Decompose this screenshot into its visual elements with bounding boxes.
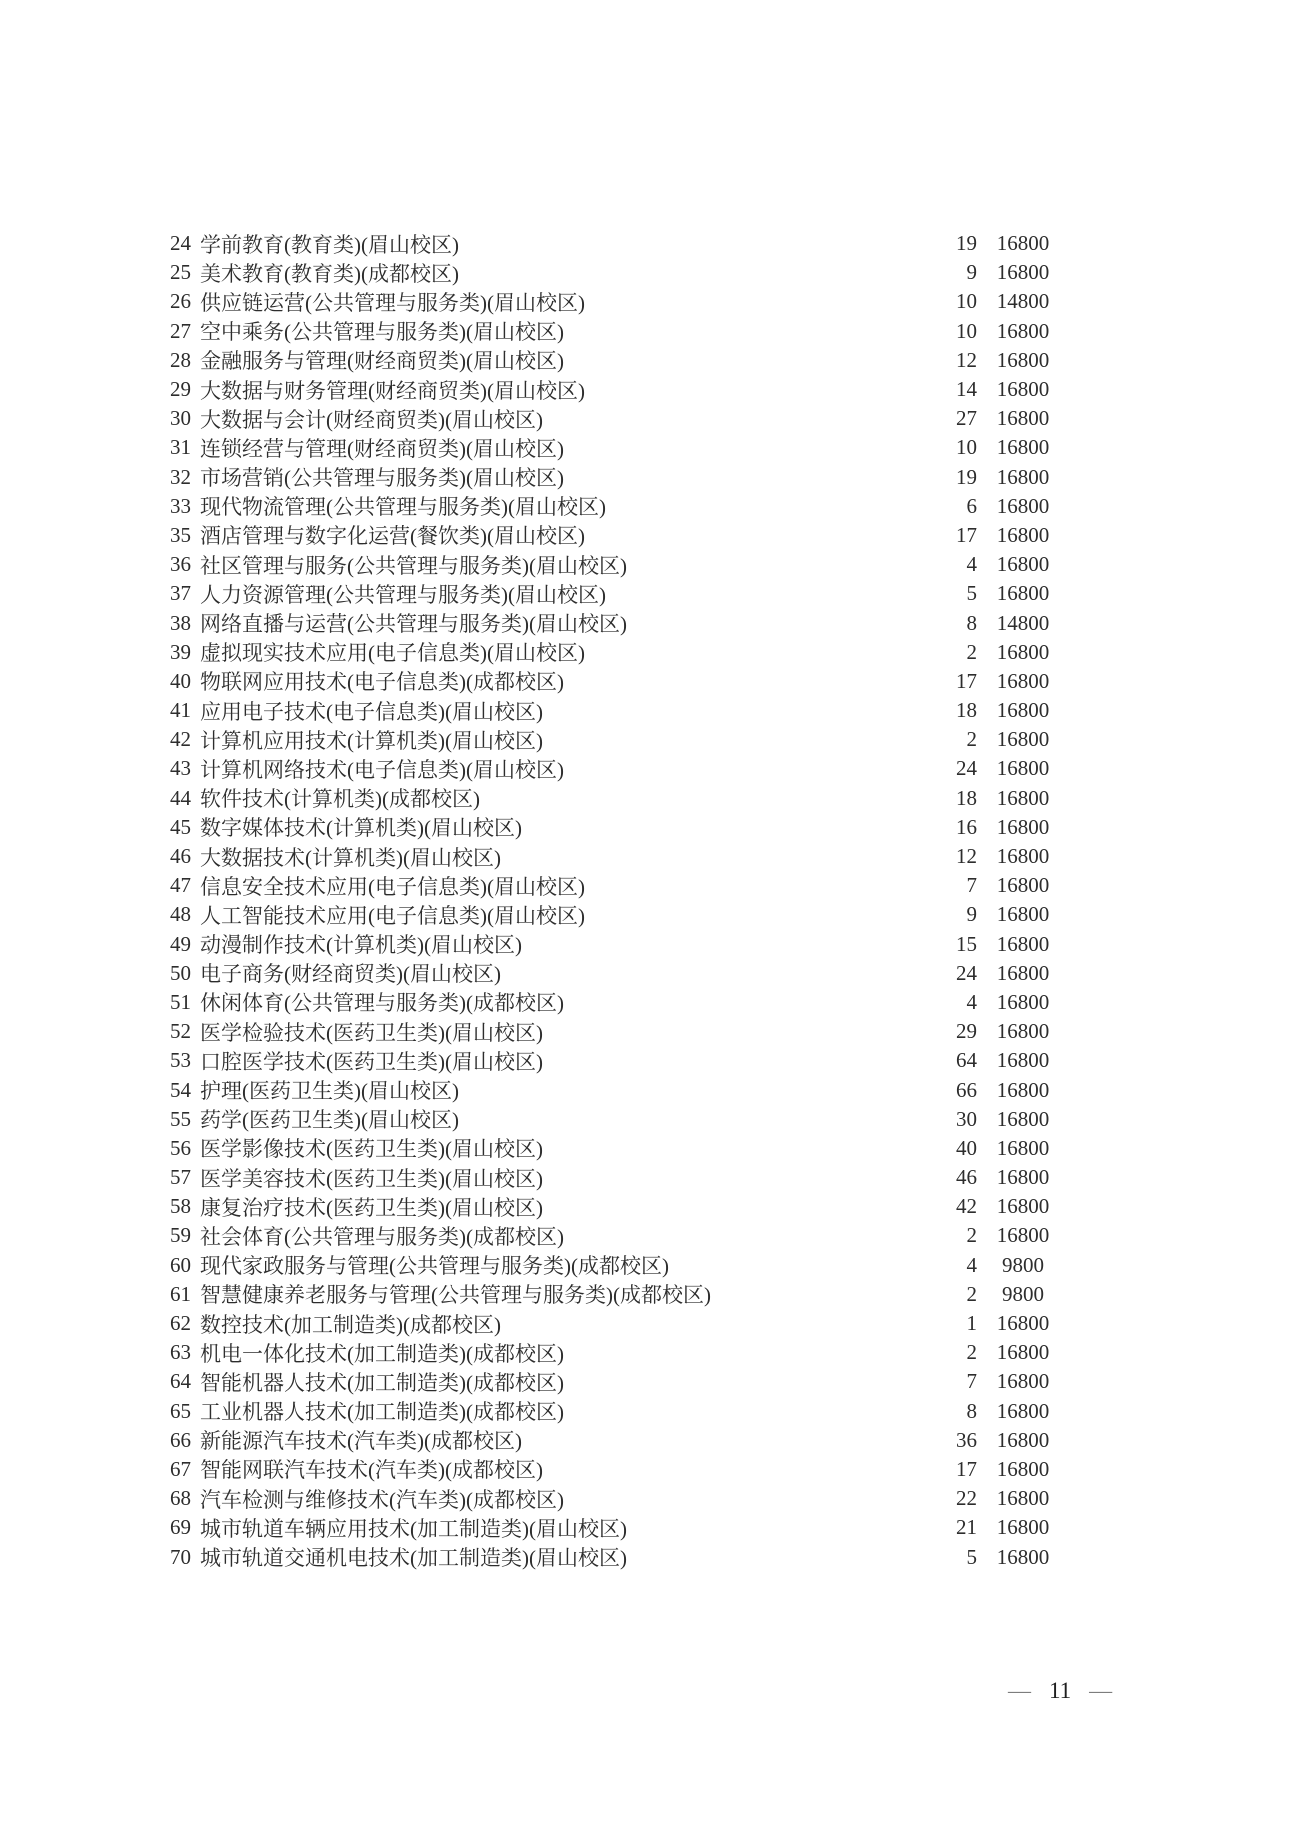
plan-count: 27 xyxy=(956,406,977,431)
plan-count: 2 xyxy=(966,1281,977,1306)
program-name: 智慧健康养老服务与管理(公共管理与服务类)(成都校区) xyxy=(200,1283,711,1308)
table-row xyxy=(163,842,1069,871)
table-row xyxy=(163,1046,1069,1075)
program-name: 数字媒体技术(计算机类)(眉山校区) xyxy=(200,816,522,841)
program-name: 护理(医药卫生类)(眉山校区) xyxy=(200,1079,459,1104)
table-row xyxy=(163,900,1069,929)
table-row xyxy=(163,1397,1069,1426)
program-name: 电子商务(财经商贸类)(眉山校区) xyxy=(200,962,501,987)
table-row xyxy=(163,404,1069,433)
program-name: 应用电子技术(电子信息类)(眉山校区) xyxy=(200,699,543,724)
program-name: 新能源汽车技术(汽车类)(成都校区) xyxy=(200,1429,522,1454)
plan-count: 18 xyxy=(956,785,977,810)
program-name: 人工智能技术应用(电子信息类)(眉山校区) xyxy=(200,903,585,928)
plan-count: 19 xyxy=(956,464,977,489)
row-number: 43 xyxy=(170,756,191,781)
table-row xyxy=(163,813,1069,842)
tuition-fee: 16800 xyxy=(996,1019,1050,1044)
tuition-fee: 16800 xyxy=(996,639,1050,664)
table-row xyxy=(163,667,1069,696)
table-row xyxy=(163,1542,1069,1571)
table-row xyxy=(163,988,1069,1017)
tuition-fee: 16800 xyxy=(996,902,1050,927)
table-row xyxy=(163,784,1069,813)
program-name: 网络直播与运营(公共管理与服务类)(眉山校区) xyxy=(200,612,627,637)
program-name: 酒店管理与数字化运营(餐饮类)(眉山校区) xyxy=(200,524,585,549)
table-row xyxy=(163,1163,1069,1192)
plan-count: 24 xyxy=(956,756,977,781)
table-row xyxy=(163,754,1069,783)
table-row xyxy=(163,579,1069,608)
plan-count: 7 xyxy=(966,1369,977,1394)
tuition-fee: 16800 xyxy=(996,1135,1050,1160)
plan-count: 5 xyxy=(966,581,977,606)
table-row xyxy=(163,725,1069,754)
row-number: 41 xyxy=(170,698,191,723)
plan-count: 16 xyxy=(956,814,977,839)
program-name: 数控技术(加工制造类)(成都校区) xyxy=(200,1312,501,1337)
row-number: 35 xyxy=(170,522,191,547)
tuition-fee: 16800 xyxy=(996,844,1050,869)
table-row xyxy=(163,1513,1069,1542)
tuition-fee: 16800 xyxy=(996,756,1050,781)
plan-count: 1 xyxy=(966,1311,977,1336)
plan-count: 5 xyxy=(966,1544,977,1569)
table-row xyxy=(163,1251,1069,1280)
plan-count: 6 xyxy=(966,493,977,518)
row-number: 25 xyxy=(170,260,191,285)
program-name: 智能网联汽车技术(汽车类)(成都校区) xyxy=(200,1458,543,1483)
tuition-fee: 14800 xyxy=(996,289,1050,314)
tuition-fee: 16800 xyxy=(996,1077,1050,1102)
tuition-fee: 16800 xyxy=(996,464,1050,489)
row-number: 55 xyxy=(170,1106,191,1131)
plan-count: 17 xyxy=(956,522,977,547)
tuition-fee: 16800 xyxy=(996,435,1050,460)
table-row xyxy=(163,871,1069,900)
tuition-fee: 16800 xyxy=(996,1311,1050,1336)
row-number: 40 xyxy=(170,668,191,693)
row-number: 44 xyxy=(170,785,191,810)
row-number: 39 xyxy=(170,639,191,664)
row-number: 29 xyxy=(170,377,191,402)
plan-count: 7 xyxy=(966,873,977,898)
row-number: 65 xyxy=(170,1398,191,1423)
row-number: 49 xyxy=(170,931,191,956)
row-number: 47 xyxy=(170,873,191,898)
program-name: 空中乘务(公共管理与服务类)(眉山校区) xyxy=(200,320,564,345)
plan-count: 18 xyxy=(956,698,977,723)
program-name: 物联网应用技术(电子信息类)(成都校区) xyxy=(200,670,564,695)
table-row xyxy=(163,521,1069,550)
plan-count: 21 xyxy=(956,1515,977,1540)
tuition-fee: 9800 xyxy=(1002,1281,1044,1306)
program-name: 机电一体化技术(加工制造类)(成都校区) xyxy=(200,1341,564,1366)
row-number: 69 xyxy=(170,1515,191,1540)
plan-count: 42 xyxy=(956,1194,977,1219)
row-number: 42 xyxy=(170,727,191,752)
table-row xyxy=(163,1484,1069,1513)
row-number: 66 xyxy=(170,1427,191,1452)
tuition-fee: 16800 xyxy=(996,873,1050,898)
row-number: 70 xyxy=(170,1544,191,1569)
program-name: 虚拟现实技术应用(电子信息类)(眉山校区) xyxy=(200,641,585,666)
row-number: 24 xyxy=(170,231,191,256)
footer-dash-right: — xyxy=(1089,1678,1113,1703)
tuition-fee: 16800 xyxy=(996,1427,1050,1452)
row-number: 53 xyxy=(170,1048,191,1073)
tuition-fee: 16800 xyxy=(996,347,1050,372)
tuition-fee: 16800 xyxy=(996,1048,1050,1073)
plan-count: 12 xyxy=(956,347,977,372)
program-name: 大数据与财务管理(财经商贸类)(眉山校区) xyxy=(200,378,585,403)
program-name: 现代家政服务与管理(公共管理与服务类)(成都校区) xyxy=(200,1254,669,1279)
plan-count: 46 xyxy=(956,1165,977,1190)
row-number: 28 xyxy=(170,347,191,372)
plan-count: 29 xyxy=(956,1019,977,1044)
tuition-fee: 16800 xyxy=(996,1515,1050,1540)
row-number: 38 xyxy=(170,610,191,635)
tuition-fee: 16800 xyxy=(996,1340,1050,1365)
plan-count: 19 xyxy=(956,231,977,256)
table-row xyxy=(163,696,1069,725)
program-name: 大数据技术(计算机类)(眉山校区) xyxy=(200,845,501,870)
tuition-fee: 16800 xyxy=(996,1398,1050,1423)
row-number: 50 xyxy=(170,960,191,985)
table-row xyxy=(163,1105,1069,1134)
tuition-fee: 16800 xyxy=(996,581,1050,606)
program-name: 药学(医药卫生类)(眉山校区) xyxy=(200,1108,459,1133)
tuition-fee: 16800 xyxy=(996,406,1050,431)
tuition-fee: 16800 xyxy=(996,1544,1050,1569)
program-name: 社会体育(公共管理与服务类)(成都校区) xyxy=(200,1224,564,1249)
table-row xyxy=(163,1426,1069,1455)
program-name: 计算机网络技术(电子信息类)(眉山校区) xyxy=(200,757,564,782)
row-number: 63 xyxy=(170,1340,191,1365)
row-number: 62 xyxy=(170,1311,191,1336)
program-name: 工业机器人技术(加工制造类)(成都校区) xyxy=(200,1400,564,1425)
program-name: 现代物流管理(公共管理与服务类)(眉山校区) xyxy=(200,495,606,520)
plan-count: 10 xyxy=(956,435,977,460)
tuition-fee: 16800 xyxy=(996,522,1050,547)
plan-count: 66 xyxy=(956,1077,977,1102)
program-name: 社区管理与服务(公共管理与服务类)(眉山校区) xyxy=(200,553,627,578)
row-number: 45 xyxy=(170,814,191,839)
row-number: 27 xyxy=(170,318,191,343)
tuition-fee: 16800 xyxy=(996,493,1050,518)
table-row xyxy=(163,229,1069,258)
plan-count: 15 xyxy=(956,931,977,956)
plan-count: 24 xyxy=(956,960,977,985)
program-name: 计算机应用技术(计算机类)(眉山校区) xyxy=(200,728,543,753)
plan-count: 17 xyxy=(956,668,977,693)
footer-dash-left: — xyxy=(1008,1678,1031,1703)
plan-count: 8 xyxy=(966,610,977,635)
tuition-fee: 16800 xyxy=(996,785,1050,810)
row-number: 61 xyxy=(170,1281,191,1306)
table-row xyxy=(163,287,1069,316)
tuition-fee: 16800 xyxy=(996,960,1050,985)
tuition-fee: 16800 xyxy=(996,668,1050,693)
page-number: 11 xyxy=(1049,1678,1072,1703)
row-number: 67 xyxy=(170,1456,191,1481)
table-row xyxy=(163,492,1069,521)
table-row xyxy=(163,930,1069,959)
row-number: 37 xyxy=(170,581,191,606)
row-number: 59 xyxy=(170,1223,191,1248)
row-number: 30 xyxy=(170,406,191,431)
table-row xyxy=(163,375,1069,404)
table-row xyxy=(163,1134,1069,1163)
plan-count: 10 xyxy=(956,318,977,343)
program-name: 市场营销(公共管理与服务类)(眉山校区) xyxy=(200,466,564,491)
table-row xyxy=(163,638,1069,667)
table-row xyxy=(163,1221,1069,1250)
tuition-fee: 16800 xyxy=(996,1106,1050,1131)
program-name: 城市轨道车辆应用技术(加工制造类)(眉山校区) xyxy=(200,1516,627,1541)
program-name: 软件技术(计算机类)(成都校区) xyxy=(200,787,480,812)
plan-count: 4 xyxy=(966,989,977,1014)
table-row xyxy=(163,550,1069,579)
program-name: 医学影像技术(医药卫生类)(眉山校区) xyxy=(200,1137,543,1162)
plan-count: 2 xyxy=(966,1223,977,1248)
plan-count: 64 xyxy=(956,1048,977,1073)
tuition-fee: 14800 xyxy=(996,610,1050,635)
plan-count: 40 xyxy=(956,1135,977,1160)
table-row xyxy=(163,1309,1069,1338)
tuition-fee: 16800 xyxy=(996,989,1050,1014)
program-table xyxy=(163,229,1069,1572)
plan-count: 22 xyxy=(956,1486,977,1511)
table-row xyxy=(163,433,1069,462)
tuition-fee: 16800 xyxy=(996,1369,1050,1394)
tuition-fee: 16800 xyxy=(996,1194,1050,1219)
plan-count: 30 xyxy=(956,1106,977,1131)
program-name: 口腔医学技术(医药卫生类)(眉山校区) xyxy=(200,1049,543,1074)
table-row xyxy=(163,1367,1069,1396)
row-number: 60 xyxy=(170,1252,191,1277)
program-name: 康复治疗技术(医药卫生类)(眉山校区) xyxy=(200,1195,543,1220)
tuition-fee: 16800 xyxy=(996,1456,1050,1481)
tuition-fee: 16800 xyxy=(996,727,1050,752)
plan-count: 10 xyxy=(956,289,977,314)
program-name: 金融服务与管理(财经商贸类)(眉山校区) xyxy=(200,349,564,374)
plan-count: 14 xyxy=(956,377,977,402)
tuition-fee: 16800 xyxy=(996,814,1050,839)
row-number: 32 xyxy=(170,464,191,489)
row-number: 26 xyxy=(170,289,191,314)
table-row xyxy=(163,317,1069,346)
program-name: 医学检验技术(医药卫生类)(眉山校区) xyxy=(200,1020,543,1045)
table-row xyxy=(163,258,1069,287)
table-row xyxy=(163,1017,1069,1046)
row-number: 68 xyxy=(170,1486,191,1511)
program-name: 信息安全技术应用(电子信息类)(眉山校区) xyxy=(200,874,585,899)
tuition-fee: 9800 xyxy=(1002,1252,1044,1277)
plan-count: 12 xyxy=(956,844,977,869)
program-name: 动漫制作技术(计算机类)(眉山校区) xyxy=(200,933,522,958)
program-name: 人力资源管理(公共管理与服务类)(眉山校区) xyxy=(200,582,606,607)
program-name: 城市轨道交通机电技术(加工制造类)(眉山校区) xyxy=(200,1546,627,1571)
row-number: 64 xyxy=(170,1369,191,1394)
plan-count: 8 xyxy=(966,1398,977,1423)
program-name: 医学美容技术(医药卫生类)(眉山校区) xyxy=(200,1166,543,1191)
row-number: 52 xyxy=(170,1019,191,1044)
program-name: 美术教育(教育类)(成都校区) xyxy=(200,261,459,286)
plan-count: 9 xyxy=(966,260,977,285)
tuition-fee: 16800 xyxy=(996,231,1050,256)
row-number: 58 xyxy=(170,1194,191,1219)
program-name: 智能机器人技术(加工制造类)(成都校区) xyxy=(200,1370,564,1395)
plan-count: 4 xyxy=(966,1252,977,1277)
table-row xyxy=(163,608,1069,637)
plan-count: 2 xyxy=(966,639,977,664)
table-row xyxy=(163,346,1069,375)
tuition-fee: 16800 xyxy=(996,931,1050,956)
tuition-fee: 16800 xyxy=(996,377,1050,402)
program-name: 供应链运营(公共管理与服务类)(眉山校区) xyxy=(200,290,585,315)
table-row xyxy=(163,1338,1069,1367)
plan-count: 9 xyxy=(966,902,977,927)
program-name: 连锁经营与管理(财经商贸类)(眉山校区) xyxy=(200,436,564,461)
table-row xyxy=(163,1192,1069,1221)
plan-count: 36 xyxy=(956,1427,977,1452)
plan-count: 2 xyxy=(966,727,977,752)
row-number: 36 xyxy=(170,552,191,577)
program-name: 学前教育(教育类)(眉山校区) xyxy=(200,232,459,257)
table-row xyxy=(163,959,1069,988)
tuition-fee: 16800 xyxy=(996,260,1050,285)
tuition-fee: 16800 xyxy=(996,698,1050,723)
table-row xyxy=(163,1075,1069,1104)
tuition-fee: 16800 xyxy=(996,318,1050,343)
row-number: 46 xyxy=(170,844,191,869)
plan-count: 2 xyxy=(966,1340,977,1365)
tuition-fee: 16800 xyxy=(996,1223,1050,1248)
program-name: 汽车检测与维修技术(汽车类)(成都校区) xyxy=(200,1487,564,1512)
row-number: 51 xyxy=(170,989,191,1014)
table-row xyxy=(163,1455,1069,1484)
row-number: 57 xyxy=(170,1165,191,1190)
program-name: 大数据与会计(财经商贸类)(眉山校区) xyxy=(200,407,543,432)
page-footer xyxy=(1008,1678,1112,1704)
tuition-fee: 16800 xyxy=(996,552,1050,577)
program-name: 休闲体育(公共管理与服务类)(成都校区) xyxy=(200,991,564,1016)
table-row xyxy=(163,1280,1069,1309)
row-number: 31 xyxy=(170,435,191,460)
row-number: 33 xyxy=(170,493,191,518)
row-number: 56 xyxy=(170,1135,191,1160)
plan-count: 17 xyxy=(956,1456,977,1481)
row-number: 54 xyxy=(170,1077,191,1102)
row-number: 48 xyxy=(170,902,191,927)
plan-count: 4 xyxy=(966,552,977,577)
tuition-fee: 16800 xyxy=(996,1165,1050,1190)
tuition-fee: 16800 xyxy=(996,1486,1050,1511)
table-row xyxy=(163,463,1069,492)
